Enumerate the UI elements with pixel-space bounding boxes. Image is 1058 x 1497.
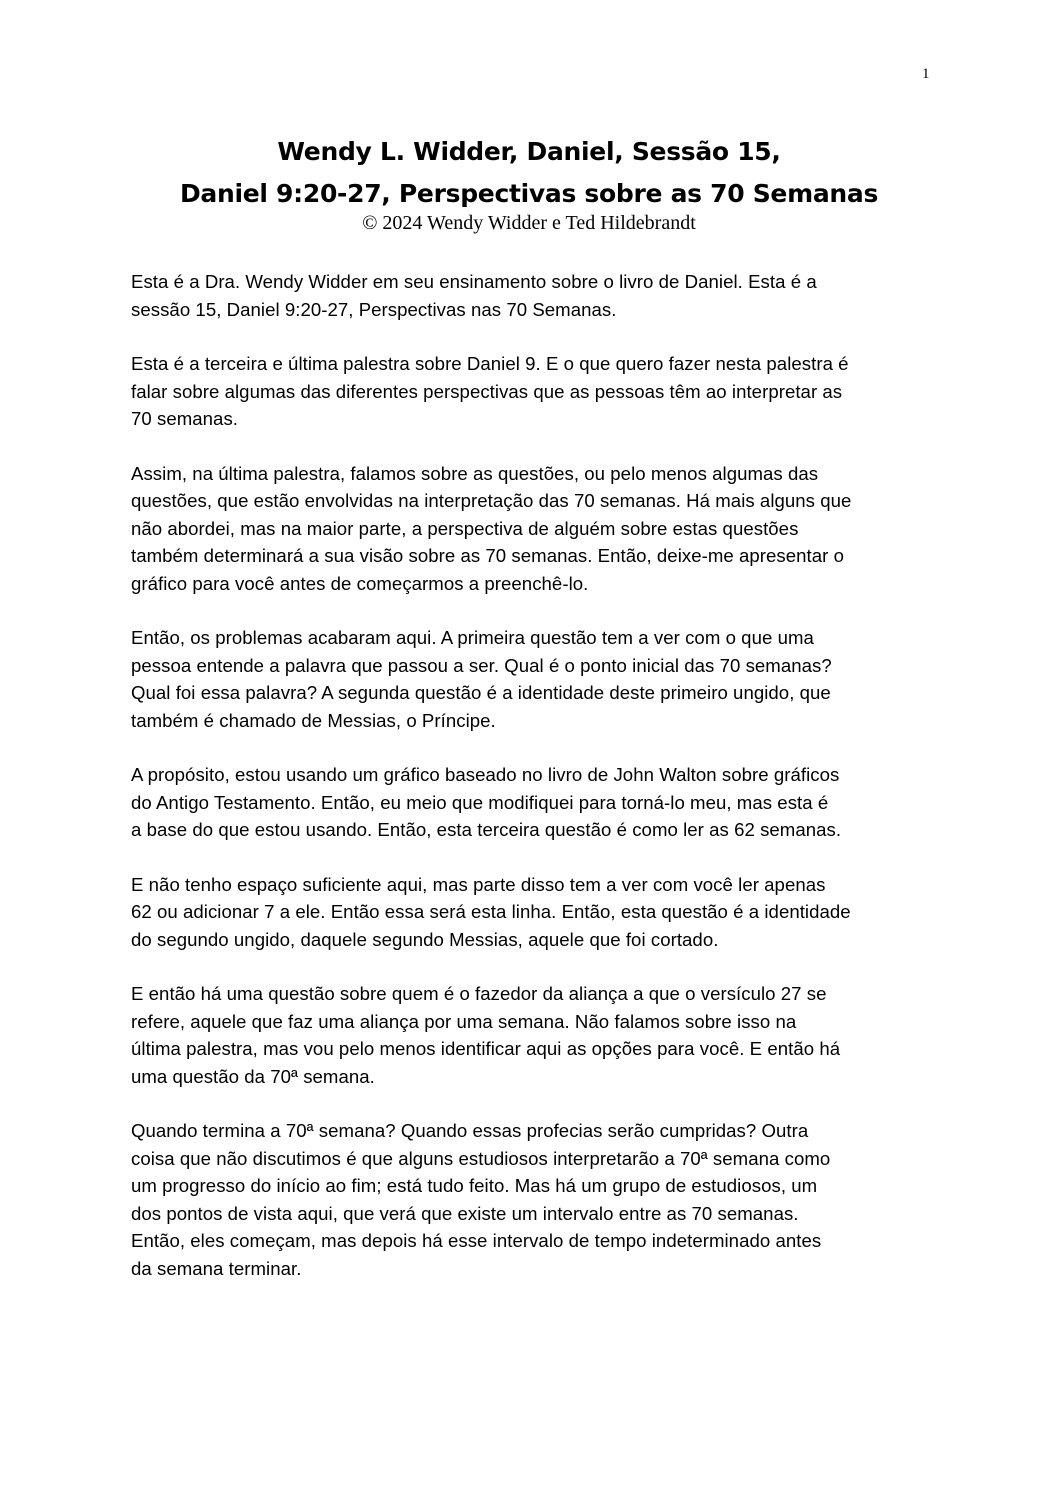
paragraph-7: E então há uma questão sobre quem é o fazedor da aliança a que o versículo 27 se refere, aquele que faz uma aliança por uma semana. Não falamos sobre isso na última palestra, mas vou pelo menos identificar aqui as opções para você. E então há uma questão da 70ª semana. [131,983,841,1087]
page-number: 1 [922,66,930,82]
paragraph-6: E não tenho espaço suficiente aqui, mas parte disso tem a ver com você ler apenas 62 ou adicionar 7 a ele. Então essa será esta linha. Então, esta questão é a identidade do segundo ungido, daquele segundo Messias, aquele que foi cortado. [131,873,851,950]
paragraph-2: Esta é a terceira e última palestra sobre Daniel 9. E o que quero fazer nesta palestra é falar sobre algumas das diferentes perspectivas que as pessoas têm ao interpretar as 70 semanas. [131,353,849,429]
document-header [0,131,1058,235]
paragraph-5: A propósito, estou usando um gráfico baseado no livro de John Walton sobre gráficos do Antigo Testamento. Então, eu meio que modifiquei para torná-lo meu, mas esta é a base do que estou usando. Então, esta terceira questão é como ler as 62 semanas. [131,764,842,840]
title-line-1: Wendy L. Widder, Daniel, Sessão 15, [277,137,781,166]
paragraph-1: Esta é a Dra. Wendy Widder em seu ensinamento sobre o livro de Daniel. Esta é a sessão 15, Daniel 9:20-27, Perspectivas nas 70 Semanas. [131,271,817,320]
paragraph-8: Quando termina a 70ª semana? Quando essas profecias serão cumpridas? Outra coisa que não discutimos é que alguns estudiosos interpretarão a 70ª semana como um progresso do início ao fim; está tudo feito. Mas há um grupo de estudiosos, um dos pontos de vista aqui, que verá que existe um intervalo entre as 70 semanas. Então, eles começam, mas depois há esse intervalo de tempo indeterminado antes da semana terminar. [131,1120,831,1279]
paragraph-4: Então, os problemas acabaram aqui. A primeira questão tem a ver com o que uma pessoa entende a palavra que passou a ser. Qual é o ponto inicial das 70 semanas? Qual foi essa palavra? A segunda questão é a identidade deste primeiro ungido, que também é chamado de Messias, o Príncipe. [131,627,832,731]
copyright-notice: © 2024 Wendy Widder e Ted Hildebrandt [362,212,696,234]
title-line-2: Daniel 9:20-27, Perspectivas sobre as 70 Semanas [179,179,879,208]
document-body [131,268,931,1309]
paragraph-3: Assim, na última palestra, falamos sobre as questões, ou pelo menos algumas das questões, que estão envolvidas na interpretação das 70 semanas. Há mais alguns que não abordei, mas na maior parte, a perspectiva de alguém sobre estas questões também determinará a sua visão sobre as 70 semanas. Então, deixe-me apresentar o gráfico para você antes de começarmos a preenchê-lo. [131,462,852,594]
